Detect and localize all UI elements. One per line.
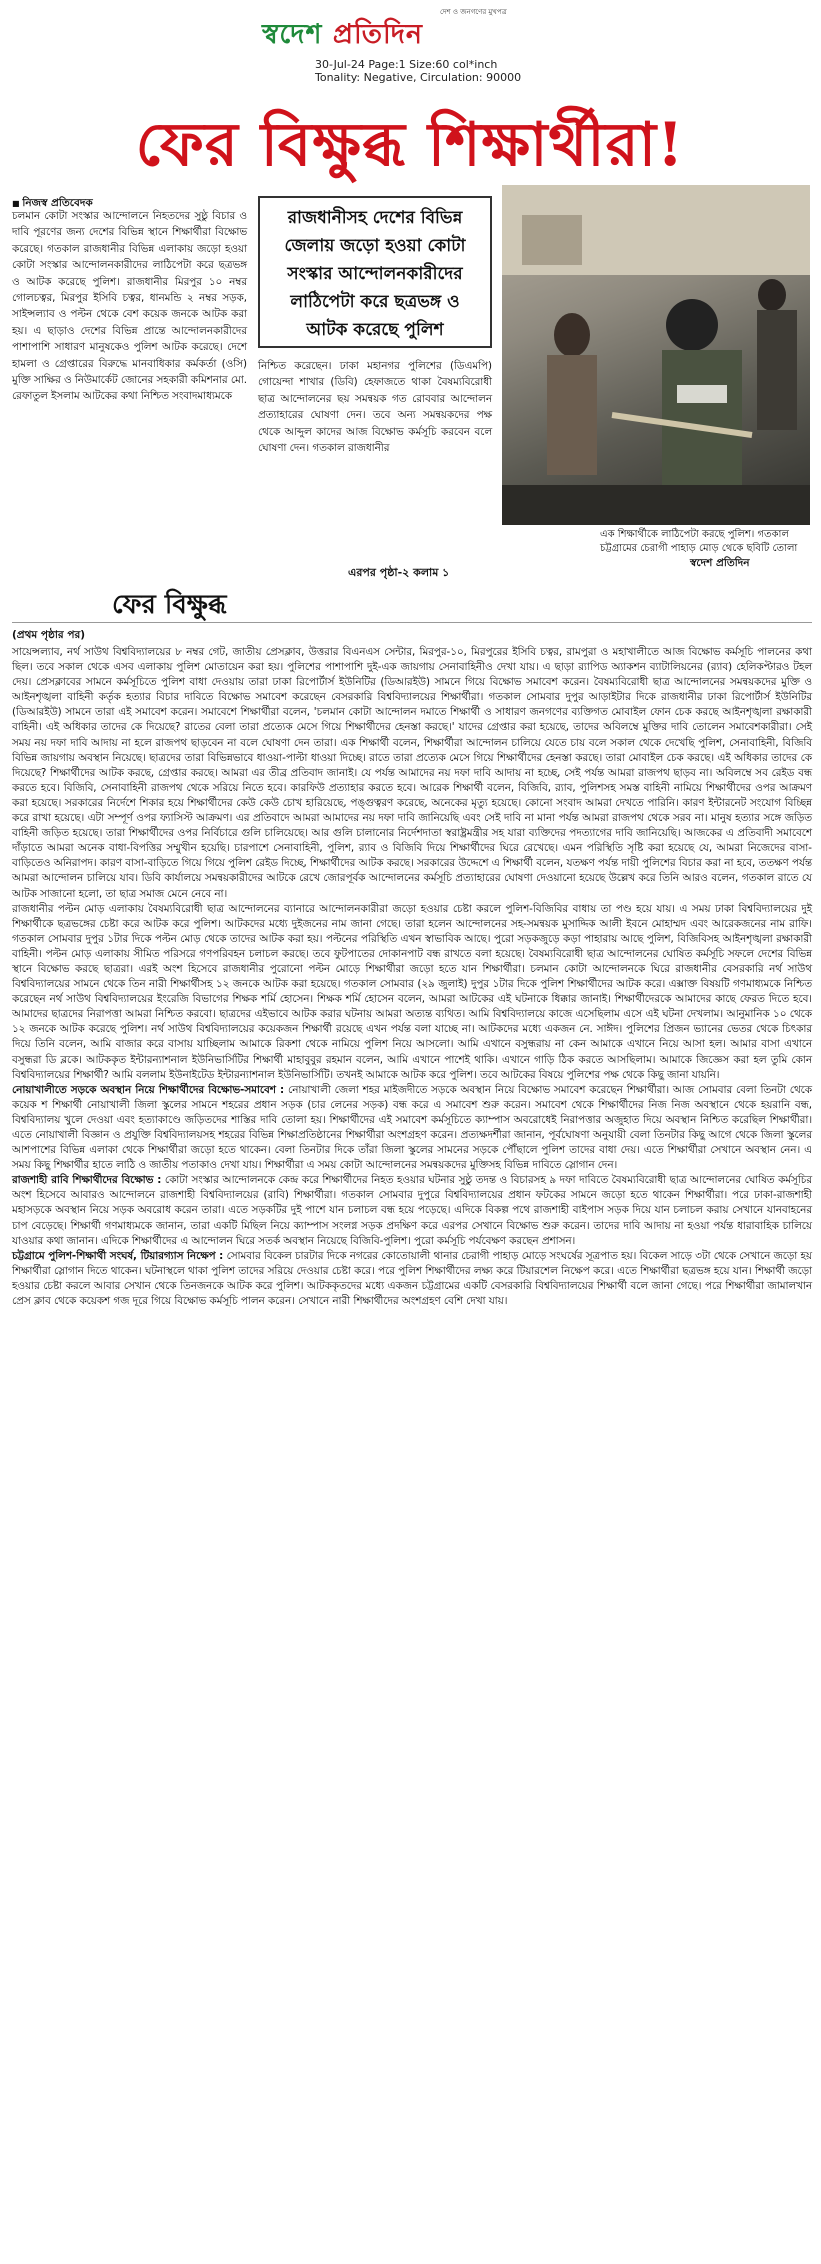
continuation-paragraph-3 [12,1083,812,1174]
deck-box: রাজধানীসহ দেশের বিভিন্ন জেলায় জড়ো হওয়া কোটা সংস্কার আন্দোলনকারীদের লাঠিপেটা করে ছত্রভঙ্গ ও আটক করেছে পুলিশ [258,196,492,348]
lead-paragraph: চলমান কোটা সংস্কার আন্দোলনে নিহতদের সুষ্ঠু বিচার ও দাবি পূরণের জন্য দেশের বিভিন্ন স্থানে শিক্ষার্থীরা বিক্ষোভ করেছে। গতকাল রাজধানীর বিভিন্ন এলাকায় জড়ো হওয়া কোটা সংস্কার আন্দোলনকারীদের লাঠিপেটা করে ছত্রভঙ্গ ও আটক করেছে পুলিশ। রাজধানীর মিরপুর ১০ নম্বর গোলচত্বর, মিরপুর ইসিবি চত্বর, ধানমন্ডি ২ নম্বর সড়ক, সাইন্সল্যাব ও পল্টন থেকে বেশ কয়েক জনকে আটক করা হয়। এ ছাড়াও দেশের বিভিন্ন প্রান্তে আন্দোলনকারীদের পাশাপাশি সাধারণ মানুষকেও পুলিশ আটক করেছে। দেশে হামলা ও গ্রেপ্তারের বিরুদ্ধে মানবাধিকার কর্মকর্তা (ওসি) মুক্তি সাক্ষির ও নিউমার্কেট জোনের সহকারী কমিশনার মো. রেফাতুল ইসলাম আটকের কথা নিশ্চিত সংবাদমাধ্যমকে [12,210,247,403]
byline: ■ নিজস্ব প্রতিবেদক [12,196,93,213]
middle-paragraph: নিশ্চিত করেছেন। ঢাকা মহানগর পুলিশের (ডিএমপি) গোয়েন্দা শাখার (ডিবি) হেফাজতে থাকা বৈষম্যবিরোধী ছাত্র আন্দোলনের ছয় সমন্বয়ক গত রোববার আন্দোলন প্রত্যাহারের ঘোষণা দেন। তবে অন্য সমন্বয়কদের পক্ষ থেকে আব্দুল কাদের আজ বিক্ষোভ কর্মসূচি করবেন বলে ঘোষণা দেন। গতকাল রাজধানীর [258,360,492,455]
logo-word-1: স্বদেশ [262,19,323,50]
continuation-paragraph-4 [12,1173,812,1248]
clipping-meta [315,58,521,84]
masthead [0,0,821,84]
lead-column [12,208,247,405]
news-photo [502,185,810,525]
subhead-chattogram: চট্টগ্রামে পুলিশ-শিক্ষার্থী সংঘর্ষ, টিয়ারগ্যাস নিক্ষেপ : [12,1249,224,1262]
continuation-paragraph-1: সায়েন্সল্যাব, নর্থ সাউথ বিশ্ববিদ্যালয়ের ৮ নম্বর গেট, জাতীয় প্রেসক্লাব, উত্তরার বিএনএস সেন্টার, মিরপুর-১০, মিরপুরের ইসিবি চত্বর, রামপুরা ও মহাখালীতে আজ বিক্ষোভ কর্মসূচি পালনের কথা ছিল। তবে সকাল থেকে এসব এলাকায় পুলিশ মোতায়েন করা হয়। পুলিশের পাশাপাশি দুই-এক জায়গায় সেনাবাহিনীও দেখা যায়। এ ছাড়া র‍্যাপিড অ্যাকশন ব্যাটালিয়নের (র‍্যাব) হেলিকপ্টারও টহল দেয়। প্রেসক্লাবের সামনে কর্মসূচিতে পুলিশ বাধা দেওয়ায় তারা ঢাকা রিপোর্টার্স ইউনিটির (ডিআরইউ) সামনে গিয়ে বিক্ষোভ সমাবেশ করেন। বৈষম্যবিরোধী ছাত্র আন্দোলনের সমন্বয়কদের মুক্তি ও আইনশৃঙ্খলা বাহিনী কর্তৃক হত্যার বিচার দাবিতে বিক্ষোভ সমাবেশ করেছেন বেসরকারি বিশ্ববিদ্যালয়ের শিক্ষার্থীরা। গতকাল সোমবার দুপুর আড়াইটার দিকে রাজধানীর ঢাকা রিপোর্টার্স ইউনিটির (ডিআরইউ) সামনে তারা এই সমাবেশ করেন। সমাবেশে শিক্ষার্থীরা বলেন, 'চলমান কোটা আন্দোলন দমাতে শিক্ষার্থী ও সাধারণ জনগণের ব্যক্তিগত মোবাইল ফোন চেক করছে আইনশৃঙ্খলা রক্ষাকারী বাহিনী। এই অধিকার তাদের কে দিয়েছে? রাতের বেলা তারা প্রত্যেক মেসে গিয়ে শিক্ষার্থীদের হেনস্তা করছে।' যাদের গ্রেপ্তার করা হয়েছে, তাদের অবিলম্বে মুক্তির দাবি তোলেন সমাবেশকারীরা। সেই সময় নয় দফা দাবি আদায় না হলে রাজপথ ছাড়বেন না বলে ঘোষণা দেন তারা। এক শিক্ষার্থী বলেন, শিক্ষার্থীরা আন্দোলন চালিয়ে যেতে চায় বলে সকাল থেকে দেখেছি পুলিশ, সেনাবাহিনী, বিজিবি বিভিন্ন জায়গায় অবস্থান নিয়েছে। ছাত্রদের তারা বিভিন্নভাবে ধাওয়া-পাল্টা ধাওয়া দিচ্ছে। রাতে তারা প্রত্যেক মেসে গিয়ে শিক্ষার্থীদের হেনস্তা করছে। তারা মোবাইল চেক করছে। এই অধিকার তাদের কে দিয়েছে? শিক্ষার্থীদের আটক করছে, গ্রেপ্তার করছে। আমরা এর তীব্র প্রতিবাদ জানাই। যে পর্যন্ত আমাদের নয় দফা দাবি আদায় না হচ্ছে, সেই পর্যন্ত আমরা রাজপথ ছাড়ব না। অবিলম্বে সব রেইড বন্ধ করতে হবে। বিজিবি, সেনাবাহিনী রাজপথ থেকে সরিয়ে নিতে হবে। কারফিউ প্রত্যাহার করতে হবে। আরেক শিক্ষার্থী বলেন, বিজিবি, র‍্যাব, পুলিশসহ সমস্ত বাহিনী নামিয়ে শিক্ষার্থীদের ওপর আক্রমণ করা হয়েছে। সরকারের নির্দেশে শিকার হয়ে শিক্ষার্থীদের কেউ কেউ চোখ হারিয়েছে, পঙ্গুত্বরণ করেছে, অনেকের মৃত্যু হয়েছে। কোনো সংবাদ আমরা দেখতে পারিনি। কারণ ইন্টারনেট সংযোগ বিচ্ছিন্ন করে রাখা হয়েছে। এটা সম্পূর্ণ ওপর ফ্যাসিস্ট আক্রমণ। এর প্রতিবাদে আমরা আমাদের নয় দফা দাবি জানিয়েছি এবং সেই দাবি না মানা পর্যন্ত আমরা রাজপথ থেকে সরব না। মানুষ হত্যার সঙ্গে জড়িত বাহিনী জড়িত হয়েছে। তারা শিক্ষার্থীদের ওপর নির্বিচারে গুলি চালিয়েছে। আর গুলি চালানোর নির্দেশদাতা স্বরাষ্ট্রমন্ত্রীর সহ যারা ব্যক্তিদের পদত্যাগের দাবি জানিয়েছি। আজকের এ প্রতিবাদী সমাবেশে দাঁড়াতে আমরা অনেক বাধা-বিপত্তির সম্মুখীন হয়েছি। চারপাশে সেনাবাহিনী, পুলিশ, র‍্যাব ও বিজিবি দিয়ে শিক্ষার্থীদের ঘিরে রেখেছে। এমন পরিস্থিতি সৃষ্টি করা হয়েছে যে, আমরা নিজেদের বাসা-বাড়িতেও অনিরাপদ। কারণ বাসা-বাড়িতে গিয়ে গিয়ে পুলিশ রেইড দিচ্ছে, শিক্ষার্থীদের আটক করছে। সরকারের উদ্দেশে এ শিক্ষার্থী বলেন, যতক্ষণ পর্যন্ত দায়ী পুলিশের বিচার করা না হবে, ততক্ষণ পর্যন্ত আমরা আন্দোলন চালিয়ে যাব। ডিবি কার্যালয়ে সমন্বয়কারীদের আটকে রেখে জোরপূর্বক আন্দোলনের কর্মসূচি প্রত্যাহারের ঘোষণা দেওয়ানো হয়েছে উল্লেখ করে তিনি আরও বলেন, গতকাল রাতে যে আটক সাজানো হলো, তা ছাত্র সমাজ মেনে নেবে না। [12,646,812,900]
continuation-banner [12,582,812,623]
masthead-tagline: দেশ ও জনগণের মুখপত্র [440,8,507,16]
continuation-body [12,645,812,1309]
paragraph-chattogram: সোমবার বিকেল চারটার দিকে নগরের কোতোয়ালী থানার চেরাগী পাহাড় মোড়ে সংঘর্ষের সূত্রপাত হয়। বিকেল সাড়ে ৩টা থেকে সেখানে জড়ো হয় শিক্ষার্থীরা স্লোগান দিতে থাকেন। ঘটনাস্থলে থাকা পুলিশ তাদের সরিয়ে দেওয়ার চেষ্টা করে। পরে পুলিশ শিক্ষার্থীদের লক্ষ্য করে টিয়ারশেল নিক্ষেপ করে। এতে শিক্ষার্থীরা ছত্রভঙ্গ হয়ে যান। শিক্ষার্থী জড়ো হওয়ার চেষ্টা করলে আবার সেখান থেকে তিনজনকে আটক করে পুলিশ। আটককৃতদের মধ্যে একজন চট্টগ্রামের একটি বেসরকারি বিশ্ববিদ্যালয়ের শিক্ষার্থী বলে জানা গেছে। পরে শিক্ষার্থীরা জামালখান প্রেস ক্লাব থেকে কয়েকশ গজ দূরে গিয়ে বিক্ষোভ কর্মসূচি পালন করেন। সেখানে নারী শিক্ষার্থীদের অংশগ্রহণ বেশি দেখা যায়। [12,1249,813,1308]
continued-on-link: এরপর পৃষ্ঠা-২ কলাম ১ [348,566,450,579]
paragraph-noakhali: নোয়াখালী জেলা শহর মাইজদীতে সড়কে অবস্থান নিয়ে বিক্ষোভ সমাবেশ করেছেন শিক্ষার্থীরা। আজ সোমবার বেলা তিনটা থেকে কয়েক শ শিক্ষার্থী নোয়াখালী জিলা স্কুলের সামনে শহরের প্রধান সড়ক (চার লেনের সড়ক) বন্ধ করে এ সমাবেশ শুরু করেন। সমাবেশ থেকে শিক্ষার্থীদের নিজ নিজ অবস্থানে থেকে হয়রানি বন্ধ, বিশ্ববিদ্যালয় খুলে দেওয়া এবং হত্যাকাণ্ডে জড়িতদের শাস্তির দাবি তোলা হয়। শিক্ষার্থীদের এই সমাবেশ কর্মসূচিতে ক্যাম্পাস অবরোধেই নিরাপত্তার অজুহাত দিয়ে অবস্থান নিশ্চিত করেছিল শিক্ষার্থীরা। এতে নোয়াখালী বিজ্ঞান ও প্রযুক্তি বিশ্ববিদ্যালয়সহ শহরের বিভিন্ন শিক্ষাপ্রতিষ্ঠানের শিক্ষার্থীরা অংশগ্রহণ করেন। প্রত্যক্ষদর্শীরা জানান, পূর্বঘোষণা অনুযায়ী বেলা তিনটার কিছু আগে থেকে জিলা স্কুলের আশপাশের বিভিন্ন এলাকা থেকে শিক্ষার্থীরা জড়ো হতে থাকেন। বেলা তিনটার দিকে তাঁরা জিলা স্কুলের সামনের সড়কে পৌঁছালে পুলিশ তাদের বাধা দেয়। এতে শিক্ষার্থীরা সেখানে অবস্থান নেন। এ সময় কিছু শিক্ষার্থীর হাতে লাঠি ও জাতীয় পতাকাও দেখা যায়। শিক্ষার্থীরা এ সময় কোটা আন্দোলনের সমন্বয়কদের মুক্তিসহ বিভিন্ন দাবিতে স্লোগান দেন। [12,1083,812,1172]
meta-line-2: Tonality: Negative, Circulation: 90000 [315,71,522,84]
newspaper-logo [262,14,423,59]
continuation-title: ফের বিক্ষুব্ধ [112,590,227,620]
middle-column [258,358,492,456]
paragraph-rajshahi: কোটা সংস্কার আন্দোলনকে কেন্দ্র করে শিক্ষার্থীদের নিহত হওয়ার ঘটনার সুষ্ঠু তদন্ত ও বিচারসহ ৯ দফা দাবিতে বৈষম্যবিরোধী ছাত্র আন্দোলনের ঘোষিত কর্মসূচির অংশ হিসেবে আবারও আন্দোলনে রাজশাহী বিশ্ববিদ্যালয়ের (রাবি) শিক্ষার্থীরা। গতকাল সোমবার দুপুরে বিশ্ববিদ্যালয়ের প্রধান ফটকের সামনে জড়ো হতে থাকেন শিক্ষার্থীরা। পরে ঢাকা-রাজশাহী মহাসড়কে অবস্থান নিয়ে সড়ক অবরোধ করেন তারা। এতে সড়কটির দুই পাশে যান চলাচল বন্ধ হয়ে পড়েছে। এদিকে বিকল্প পথে রাজশাহী বাইপাস সড়ক দিয়ে যান চলাচল করায় সেখানে যানবাহনের চাপ বেড়েছে। শিক্ষার্থী গণমাধ্যমকে জানান, তারা একটি মিছিল নিয়ে ক্যাম্পাস সংলগ্ন সড়ক প্রদক্ষিণ করে এরপর সেখানে বিক্ষোভ শুরু করেন। তাদের দাবি আদায় না হওয়া পর্যন্ত ধারাবাহিক চালিয়ে যাওয়ার কথা জানান। এদিকে শিক্ষার্থীদের এ আন্দোলন ঘিরে সতর্ক অবস্থান নিয়েছে বিজিবি-পুলিশ। পুরো কর্মসূচি পর্যবেক্ষণ করছেন প্রশাসন। [12,1174,812,1247]
logo-word-2: প্রতিদিন [332,19,424,50]
main-headline: ফের বিক্ষুব্ধ শিক্ষার্থীরা! [135,110,685,180]
continued-from-label: (প্রথম পৃষ্ঠার পর) [12,629,86,641]
photo-credit: স্বদেশ প্রতিদিন [690,557,750,569]
continuation-paragraph-2: রাজধানীর পল্টন মোড় এলাকায় বৈষম্যবিরোধী ছাত্র আন্দোলনের ব্যানারে আন্দোলনকারীরা জড়ো হওয়ার চেষ্টা করলে পুলিশ-বিজিবির বাধায় তা পণ্ড হয়ে যায়। এ সময় ঢাকা বিশ্ববিদ্যালয়ের দুই শিক্ষার্থীকে ছত্রভঙ্গের চেষ্টা করে আটক করে পুলিশ। আটকদের মধ্যে দুইজনের নাম জানা গেছে। তারা হলেন আন্দোলনের সহ-সমন্বয়ক মুসাদ্দিক আলী ইবনে মোহাম্মদ এবং আরেকজনের নাম রাফি। গতকাল সোমবার দুপুর ১টার দিকে পল্টন মোড় থেকে তাদের আটক করা হয়। পল্টনের পরিস্থিতি এখন স্বাভাবিক আছে। পুরো সড়কজুড়ে কড়া পাহারায় আছে পুলিশ, বিজিবিসহ আইনশৃঙ্খলা রক্ষাকারী বাহিনী। পল্টন মোড় এলাকায় সীমিত পরিসরে গণপরিবহন চলাচল করছে। তবে ফুটপাতের দোকানপাট বন্ধ রাখতে বলা হয়েছে। বৈষম্যবিরোধী ছাত্র আন্দোলনের ঘোষিত কর্মসূচি সফলে দেশের বিভিন্ন স্থানে বিক্ষোভ করছে ছাত্ররা। এরই অংশ হিসেবে রাজধানীর পুরোনো পল্টন মোড়ে শিক্ষার্থীরা জড়ো হতে যান শিক্ষার্থীরা। চলমান কোটা আন্দোলনকে ঘিরে রাজধানীর বেসরকারি নর্থ সাউথ বিশ্ববিদ্যালয়ের সামনে থেকে তিন নারী শিক্ষার্থীসহ ১২ জনকে আটক করা হয়েছে। গতকাল সোমবার (২৯ জুলাই) দুপুর ১টার দিকে পুলিশ শিক্ষার্থীদের আটক করে। এক্সাক্ত বিষয়টি গণমাধ্যমকে নিশ্চিত করেছেন নর্থ সাউথ বিশ্ববিদ্যালয়ের ইংরেজি বিভাগের শিক্ষক শর্মি হোসেন। শিক্ষক শর্মি হোসেন বলেন, আমরা আটকের এই ঘটনাকে ধিক্কার জানাই। শিক্ষার্থীদেরকে আমাদের কাছে ফেরত দিতে হবে। আমাদের ছাত্রদের নিরাপত্তা আমরা নিশ্চিত করবো। ছাত্রদের এইভাবে আটক করার ঘটনায় আমরা অত্যন্ত ব্যথিত। আমি বিশ্ববিদ্যালয়ে কাজে এসেছিলাম এসে এই ঘটনা দেখলাম। আনুমানিক ১০ থেকে ১২ জনকে আটক করেছে পুলিশ। নর্থ সাউথ বিশ্ববিদ্যালয়ের কয়েকজন শিক্ষার্থী রয়েছে এখন পর্যন্ত বলা যাচ্ছে না। আটকদের মধ্যে একজন নে. সাঈদ। পুলিশের প্রিজন ভ্যানের ভেতর থেকে চিৎকার দিয়ে তিনি বলেন, আমি বাজার করে বাসায় যাচ্ছিলাম আমাকে রিকশা থেকে নামিয়ে পুলিশ নিয়ে আসলো। আমি এখানে বসুন্ধরায় না কেন আমাকে এখানে নিয়ে আসা হল। আমার বাসা এখানে বসুন্ধরা ডি ব্লকে। আটককৃত ইন্টারন্যাশনাল ইউনিভার্সিটির শিক্ষার্থী মাহাবুবুর রহমান বলেন, আমি এখানে পাশেই থাকি। এখানে গাড়ি ঠিক করতে আসছিলাম। আমাকে জিজ্ঞেস করা হল তুমি কোন বিশ্ববিদ্যালয়ের শিক্ষার্থী? আমি বললাম ইউনাইটেড ইন্টারন্যাশনাল ইউনিভার্সিটি। তখনই আমাকে আটক করে পুলিশ। তবে আটকের বিষয়ে পুলিশের পক্ষ থেকে কিছু জানা যায়নি। [12,902,812,1081]
subhead-noakhali: নোয়াখালীতে সড়কে অবস্থান নিয়ে শিক্ষার্থীদের বিক্ষোভ-সমাবেশ : [12,1083,285,1096]
meta-line-1: 30-Jul-24 Page:1 Size:60 col*inch [315,58,498,71]
photo-caption: এক শিক্ষার্থীকে লাঠিপেটা করছে পুলিশ। গতকাল চট্টগ্রামের চেরাগী পাহাড় মোড় থেকে ছবিটি তোলা [600,529,798,554]
subhead-rajshahi: রাজশাহী রাবি শিক্ষার্থীদের বিক্ষোভ : [12,1174,162,1187]
continuation-paragraph-5 [12,1249,812,1309]
